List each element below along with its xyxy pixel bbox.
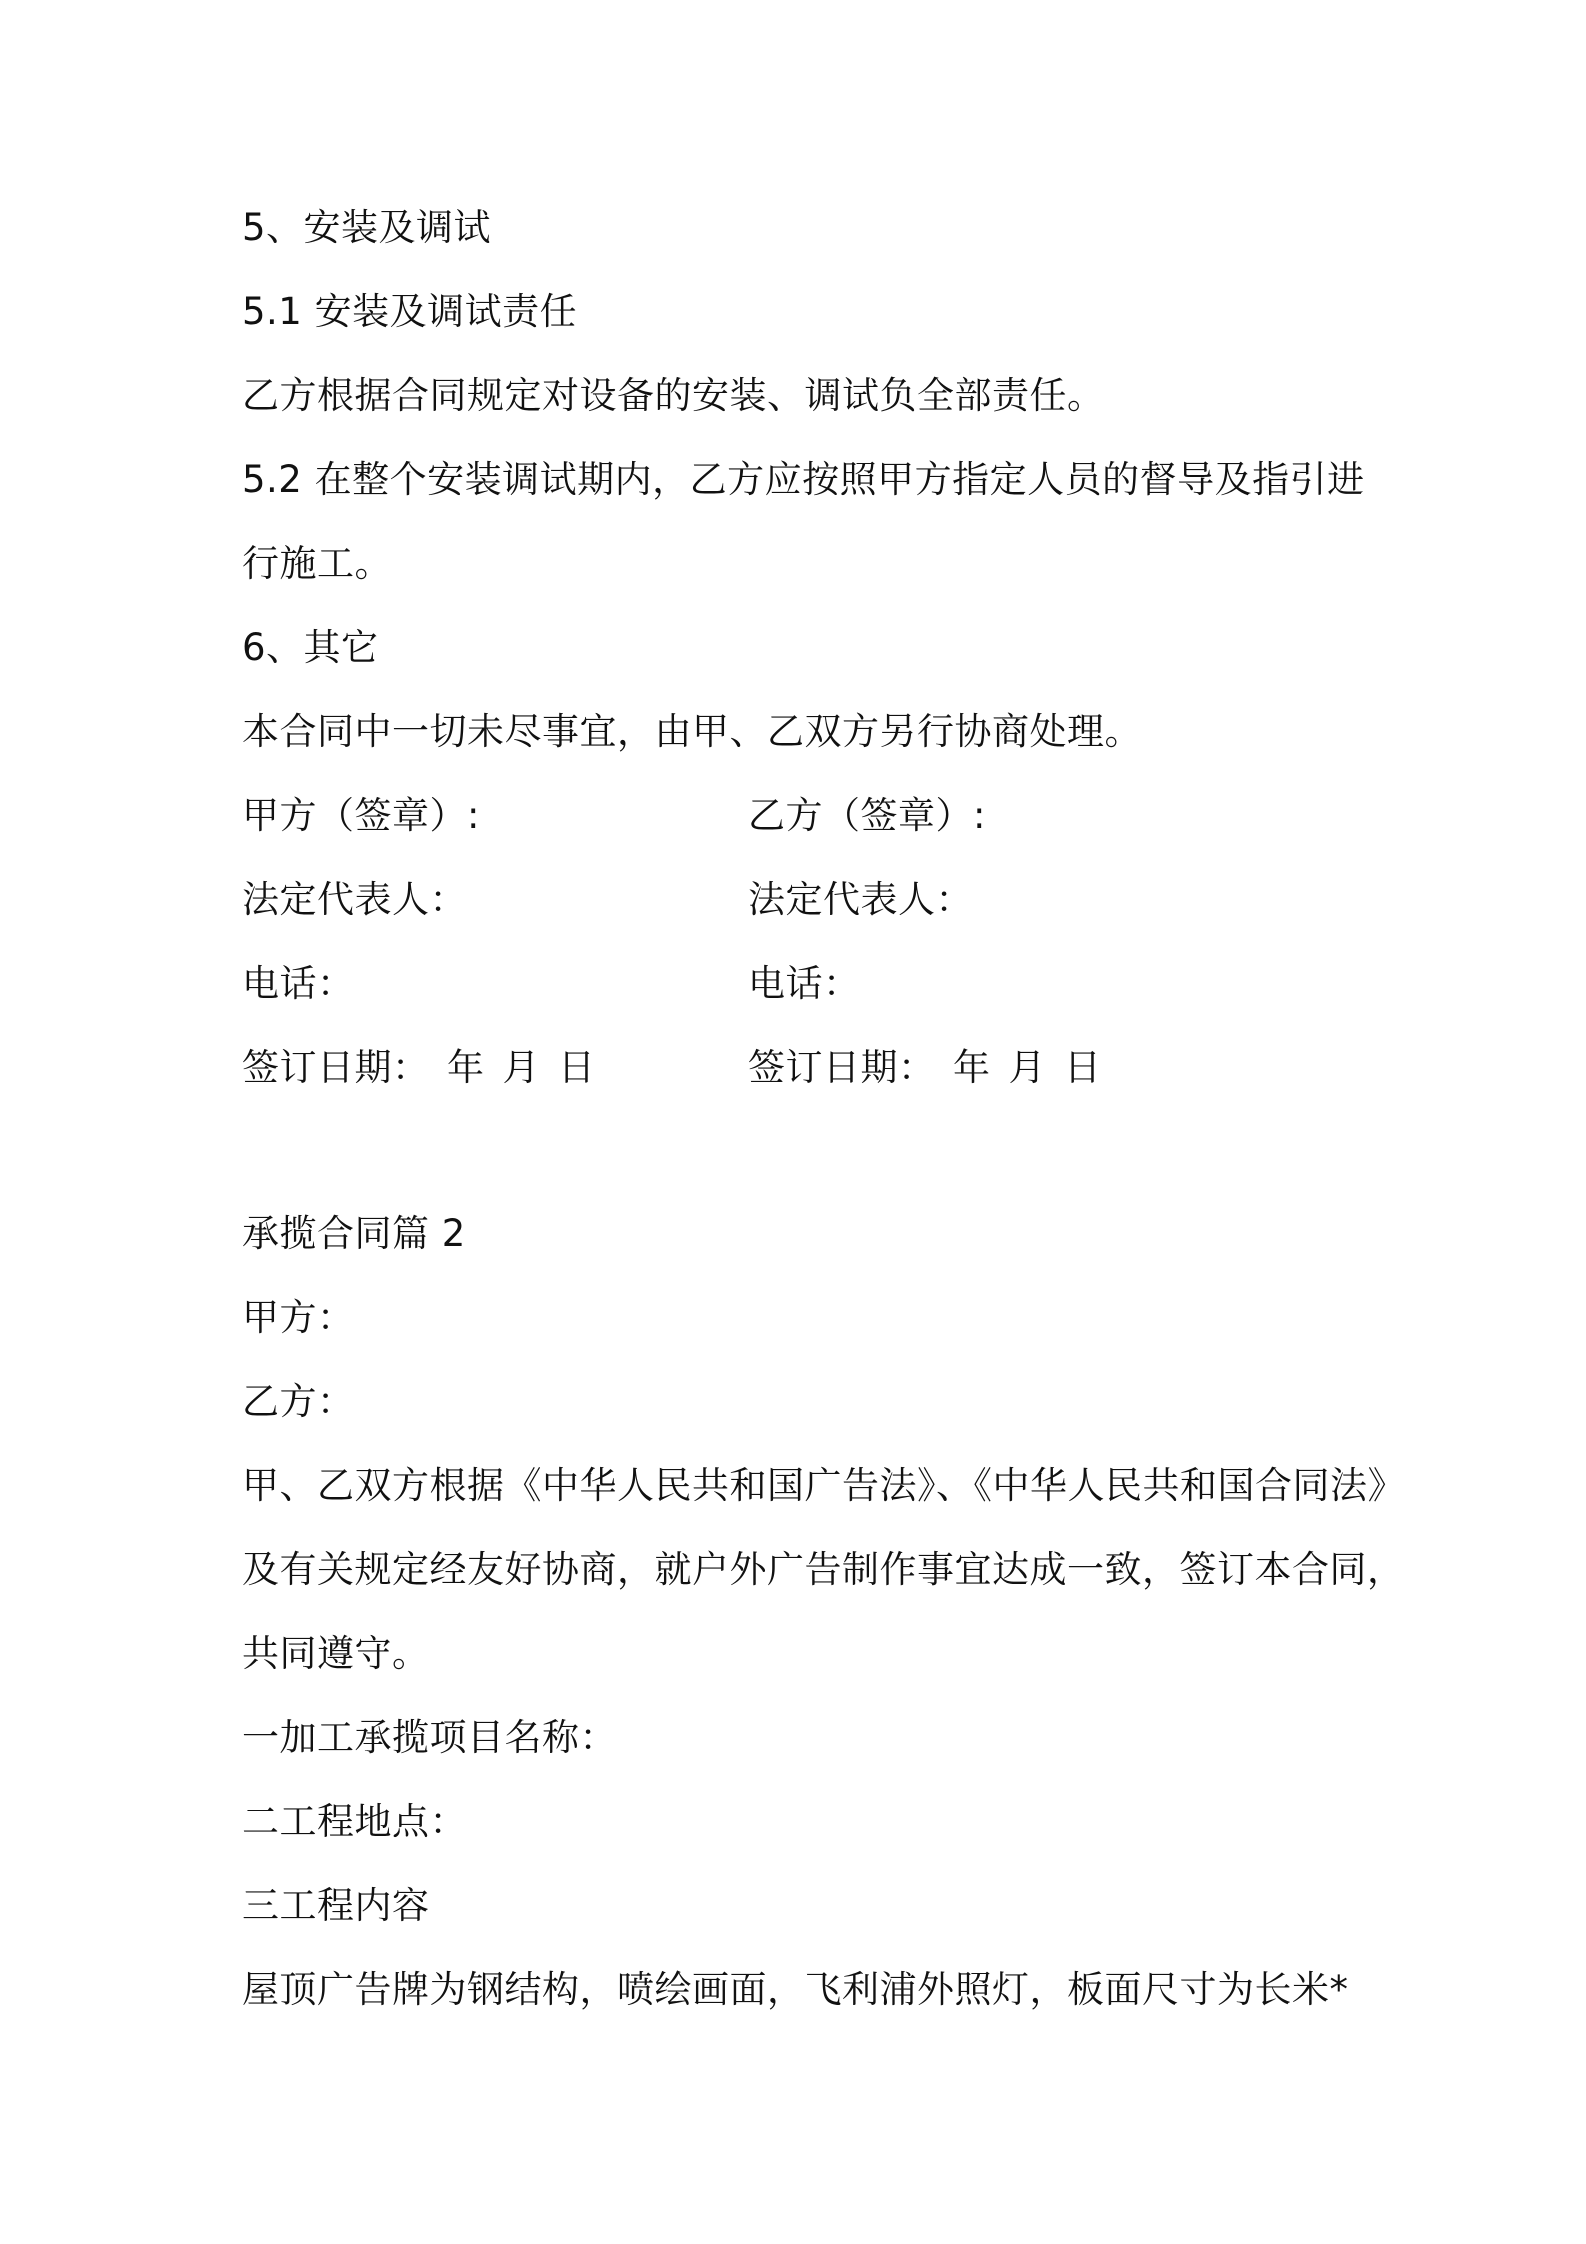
section5-2-line2: 行施工。: [242, 542, 392, 585]
party-b-year: 年: [953, 1046, 991, 1089]
section5-1-heading: 5.1 安装及调试责任: [242, 290, 578, 333]
contract2-item3-text: 屋顶广告牌为钢结构，喷绘画面，飞利浦外照灯，板面尺寸为长米*: [242, 1968, 1349, 2011]
party-b-date-label: 签订日期：: [748, 1046, 936, 1089]
section5-1-text: 乙方根据合同规定对设备的安装、调试负全部责任。: [242, 374, 1105, 417]
party-a-year: 年: [447, 1046, 485, 1089]
party-b-rep-label: 法定代表人：: [748, 878, 973, 921]
section6-heading: 6、其它: [242, 626, 379, 669]
party-b-month: 月: [1008, 1046, 1046, 1089]
section5-2-line1: 5.2 在整个安装调试期内，乙方应按照甲方指定人员的督导及指引进: [242, 458, 1365, 501]
party-b-day: 日: [1064, 1046, 1102, 1089]
contract2-party-a: 甲方：: [242, 1296, 355, 1339]
contract2-intro-line1: 甲、乙双方根据《中华人民共和国广告法》、《中华人民共和国合同法》: [242, 1464, 1405, 1507]
contract2-item3: 三工程内容: [242, 1884, 430, 1927]
party-a-rep-label: 法定代表人：: [242, 878, 467, 921]
party-a-seal-label: 甲方（签章）:: [242, 794, 480, 837]
contract2-title: 承揽合同篇 2: [242, 1212, 466, 1255]
party-a-month: 月: [502, 1046, 540, 1089]
contract2-item2: 二工程地点：: [242, 1800, 467, 1843]
section5-heading: 5、安装及调试: [242, 206, 492, 249]
section6-text: 本合同中一切未尽事宜，由甲、乙双方另行协商处理。: [242, 710, 1142, 753]
contract2-intro-line2: 及有关规定经友好协商，就户外广告制作事宜达成一致，签订本合同，: [242, 1548, 1405, 1591]
contract2-party-b: 乙方：: [242, 1380, 355, 1423]
party-b-phone-label: 电话：: [748, 962, 861, 1005]
party-a-date-label: 签订日期：: [242, 1046, 430, 1089]
contract2-item1: 一加工承揽项目名称：: [242, 1716, 617, 1759]
party-a-day: 日: [558, 1046, 596, 1089]
party-a-phone-label: 电话：: [242, 962, 355, 1005]
contract2-intro-line3: 共同遵守。: [242, 1632, 430, 1675]
party-b-seal-label: 乙方（签章）:: [748, 794, 986, 837]
party-a-date-row: [242, 1044, 614, 1092]
party-b-date-row: [748, 1044, 1120, 1092]
